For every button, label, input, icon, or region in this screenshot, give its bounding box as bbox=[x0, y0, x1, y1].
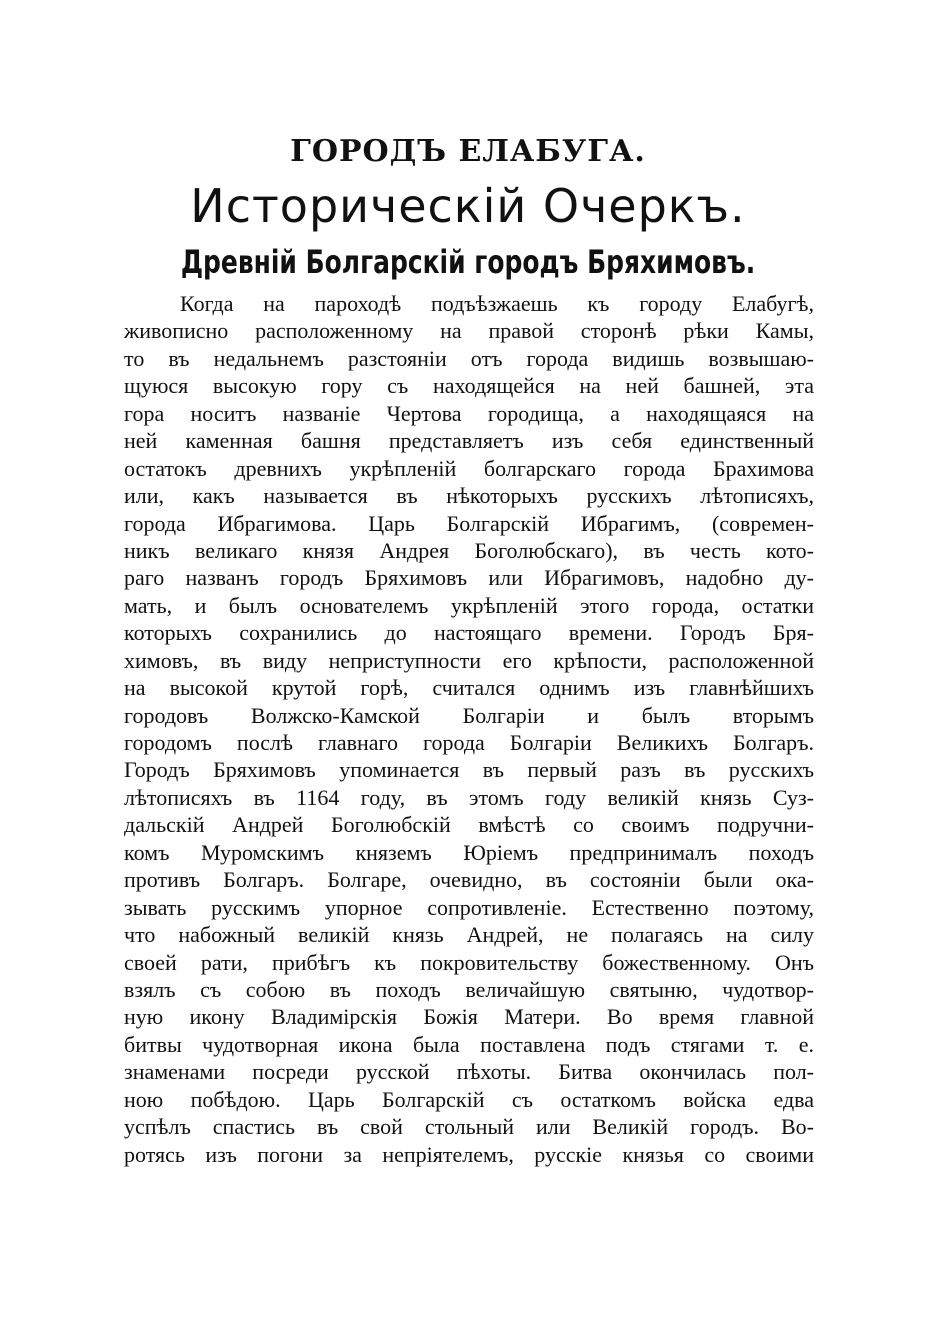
text-line: гора носитъ названіе Чертова городища, а находящаяся на bbox=[124, 400, 814, 426]
text-line: щуюся высокую гору съ находящейся на ней башней, эта bbox=[124, 373, 814, 399]
text-line: остатокъ древнихъ укрѣпленій болгарскаго города Брахимова bbox=[124, 455, 814, 481]
text-line: лѣтописяхъ въ 1164 году, въ этомъ году великій князь Суз- bbox=[124, 784, 814, 810]
text-line: или, какъ называется въ нѣкоторыхъ русскихъ лѣтописяхъ, bbox=[124, 483, 814, 509]
text-line: знаменами посреди русской пѣхоты. Битва окончилась пол- bbox=[124, 1059, 814, 1085]
text-line: живописно расположенному на правой сторонѣ рѣки Камы, bbox=[124, 318, 814, 344]
text-line: раго названъ городъ Бряхимовъ или Ибрагимовъ, надобно ду- bbox=[124, 565, 814, 591]
text-line: взялъ съ собою въ походъ величайшую святыню, чудотвор- bbox=[124, 976, 814, 1002]
text-line: города Ибрагимова. Царь Болгарскій Ибрагимъ, (современ- bbox=[124, 510, 814, 536]
text-line: ней каменная башня представляетъ изъ себя единственный bbox=[124, 428, 814, 454]
text-line: Когда на пароходѣ подъѣзжаешь къ городу Елабугѣ, bbox=[180, 291, 814, 316]
text-line: городомъ послѣ главнаго города Болгаріи Великихъ Болгаръ. bbox=[124, 730, 814, 755]
body-paragraph bbox=[124, 290, 814, 1168]
text-line: что набожный великій князь Андрей, не полагаясь на силу bbox=[124, 922, 814, 948]
text-line: мать, и былъ основателемъ укрѣпленій этого города, остатки bbox=[124, 592, 814, 618]
text-line: ротясь изъ погони за непріятелемъ, русскіе князья со своими bbox=[124, 1141, 814, 1167]
text-line: городовъ Волжско-Камской Болгаріи и былъ вторымъ bbox=[124, 702, 814, 728]
text-line: которыхъ сохранились до настоящаго времени. Городъ Бря- bbox=[124, 620, 814, 646]
heading-essay: Историческій Очеркъ. bbox=[190, 179, 746, 233]
text-line: на высокой крутой горѣ, считался однимъ изъ главнѣйшихъ bbox=[124, 675, 814, 701]
text-line: Городъ Бряхимовъ упоминается въ первый разъ въ русскихъ bbox=[124, 757, 814, 783]
text-line: химовъ, въ виду неприступности его крѣпости, расположенной bbox=[124, 647, 814, 673]
heading-section: Древній Болгарскій городъ Бряхимовъ. bbox=[180, 243, 756, 281]
text-line: никъ великаго князя Андрея Боголюбскаго), въ честь кото- bbox=[124, 537, 814, 563]
text-line: комъ Муромскимъ княземъ Юріемъ предпринималъ походъ bbox=[124, 839, 814, 865]
text-line: ною побѣдою. Царь Болгарскій съ остаткомъ войска едва bbox=[124, 1086, 814, 1112]
text-line: своей рати, прибѣгъ къ покровительству божественному. Онъ bbox=[124, 949, 814, 975]
heading-city: ГОРОДЪ ЕЛАБУГА. bbox=[290, 134, 646, 169]
text-line: ную икону Владимірскія Божія Матери. Во время главной bbox=[124, 1004, 814, 1030]
text-line: то въ недальнемъ разстояніи отъ города видишь возвышаю- bbox=[124, 345, 814, 371]
text-line: битвы чудотворная икона была поставлена подъ стягами т. е. bbox=[124, 1031, 814, 1057]
text-line: дальскій Андрей Боголюбскій вмѣстѣ со своимъ подручни- bbox=[124, 812, 814, 838]
text-line: успѣлъ спастись въ свой стольный или Великій городъ. Во- bbox=[124, 1114, 814, 1140]
text-line: зывать русскимъ упорное сопротивленіе. Естественно поэтому, bbox=[124, 894, 814, 920]
text-line: противъ Болгаръ. Болгаре, очевидно, въ состояніи были ока- bbox=[124, 867, 814, 893]
